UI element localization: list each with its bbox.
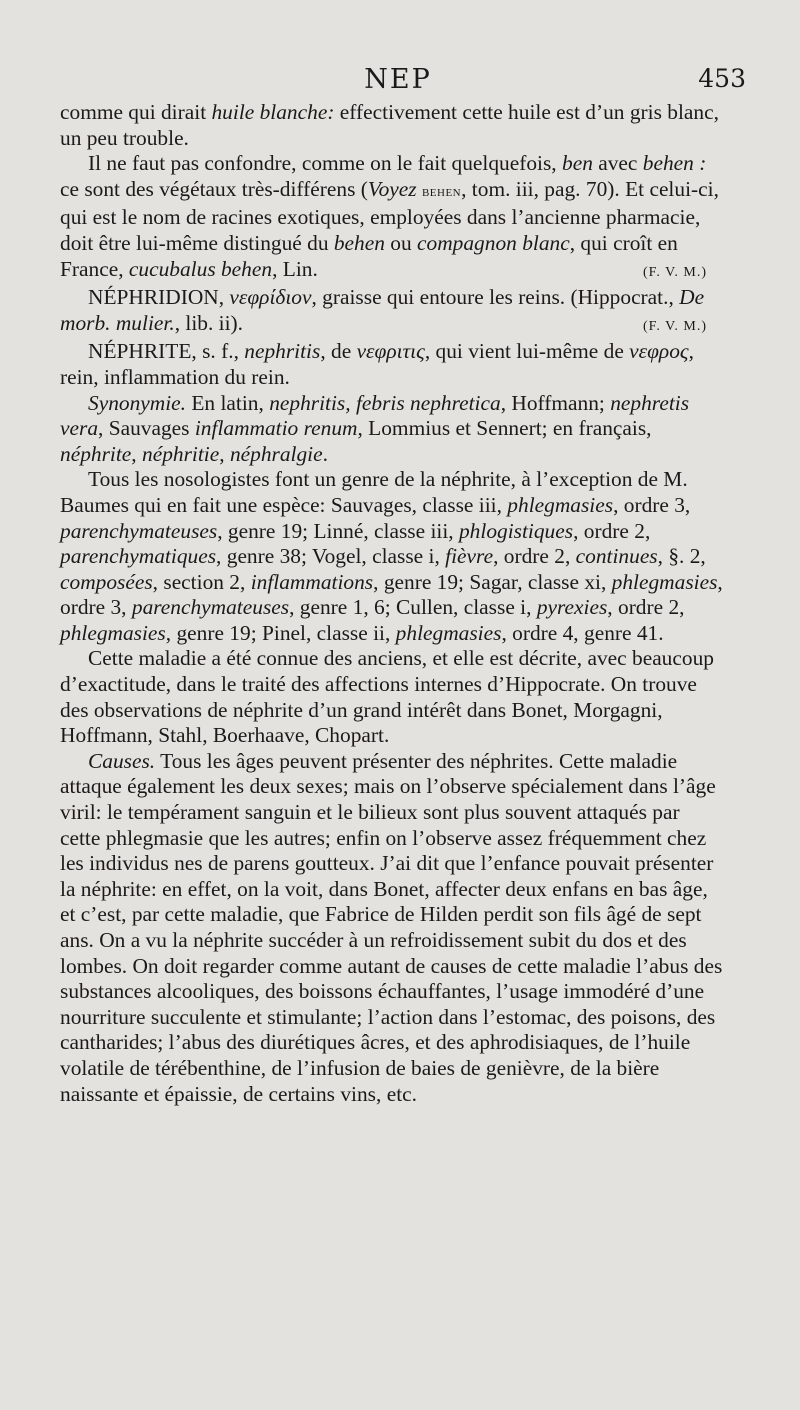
body-text bbox=[60, 100, 725, 1107]
italic-text: nephritis, febris nephretica bbox=[269, 390, 501, 415]
text-run: NÉPHRITE, s. f., bbox=[88, 339, 245, 364]
text-run: En latin, bbox=[186, 390, 270, 415]
italic-text: νεφρίδιον bbox=[229, 285, 312, 310]
text-run: effectivement cette huile est d’un gris blanc, un peu trouble. bbox=[60, 100, 719, 150]
italic-text: Causes. bbox=[88, 748, 156, 773]
text-run: Il ne faut pas confondre, comme on le fait quelquefois, bbox=[88, 151, 562, 176]
text-run: , ordre 3, bbox=[60, 569, 723, 620]
text-run: , genre 19; Pinel, classe ii, bbox=[165, 620, 396, 645]
text-run: Tous les âges peuvent présenter des néphrites. Cette maladie attaque également les deux sexes; mais on l’observe spécialement dans l’âge viril: le tempérament sanguin et le bilieux sont plus souvent attaqués par cette phlegmasie que les autres; enfin on l’observe assez fréquemment chez les individus nes de parens goutteux. J’ai dit que l’enfance pouvait présenter la néphrite: en effet, on la voit, dans Bonet, affecter deux enfans en bas âge, et c’est, par cette maladie, que Fabrice de Hilden perdit son fils âgé de sept ans. On a vu la néphrite succéder à un refroidissement subit du dos et des lombes. On doit regarder comme autant de causes de cette maladie l’abus des substances alcooliques, des boissons échauffantes, l’usage immodéré d’une nourriture succulente et stimulante; l’action dans l’estomac, des poisons, des cantharides; l’abus des diurétiques âcres, et des aphrodisiaques, de l’huile volatile de térébenthine, de l’infusion de baies de genièvre, de la bière naissante et épaissie, de certains vins, etc. bbox=[60, 748, 723, 1106]
text-run: , qui croît en France, bbox=[60, 230, 678, 281]
running-header bbox=[58, 62, 746, 100]
italic-text: De morb. mulier. bbox=[60, 285, 705, 335]
italic-text: Voyez bbox=[367, 176, 417, 201]
italic-text: inflammations bbox=[250, 569, 374, 594]
text-run: Tous les nosologistes font un genre de la néphrite, à l’exception de M. Baumes qui en fait une espèce: Sauvages, classe iii, bbox=[60, 467, 688, 517]
italic-text: huile blanche: bbox=[211, 100, 335, 124]
paragraph bbox=[60, 646, 725, 748]
text-run: , rein, inflammation du rein. bbox=[60, 339, 694, 389]
italic-text: cucubalus behen bbox=[128, 256, 273, 281]
text-run: , ordre 2, bbox=[607, 595, 685, 620]
italic-text: néphralgie bbox=[229, 441, 323, 466]
italic-text: νεφρος bbox=[629, 339, 689, 364]
italic-text: ben bbox=[562, 151, 593, 176]
text-run: , ordre 2, bbox=[573, 518, 651, 543]
paragraph bbox=[60, 749, 725, 1107]
text-run: , genre 19; Sagar, classe xi, bbox=[373, 569, 612, 594]
paragraph bbox=[60, 391, 725, 468]
text-run: , de bbox=[320, 339, 357, 364]
italic-text: nephritis bbox=[244, 339, 321, 364]
italic-text: parenchymatiques bbox=[60, 544, 217, 569]
author-signature: (F. V. M.) bbox=[643, 318, 707, 334]
italic-text: pyrexies bbox=[536, 595, 608, 620]
text-run: NÉPHRIDION, bbox=[88, 285, 230, 310]
page-number: 453 bbox=[698, 64, 746, 93]
text-run: , Lommius et Sennert; en français, bbox=[357, 416, 652, 441]
paragraph bbox=[60, 285, 725, 339]
italic-text: compagnon blanc bbox=[417, 230, 570, 255]
author-signature: (F. V. M.) bbox=[643, 264, 707, 280]
text-run: , section 2, bbox=[152, 569, 251, 594]
text-run: , genre 1, 6; Cullen, classe i, bbox=[289, 595, 537, 620]
text-run: , ordre 4, genre 41. bbox=[501, 620, 664, 645]
italic-text: parenchymateuses bbox=[60, 518, 218, 543]
text-run: , ordre 3, bbox=[613, 492, 691, 517]
italic-text: phlogistiques bbox=[458, 518, 574, 543]
text-run: , tom. iii, pag. 70). Et celui-ci, qui est le nom de racines exotiques, employées dans l’ancienne pharmacie, doit être lui-même distingué du bbox=[60, 176, 719, 255]
text-run: , genre 19; Linné, classe iii, bbox=[217, 518, 459, 543]
italic-text: inflammatio renum bbox=[194, 416, 358, 441]
text-run: comme qui dirait bbox=[60, 100, 212, 124]
italic-text: νεφριτις bbox=[356, 339, 425, 364]
italic-text: nephretis vera bbox=[60, 390, 690, 441]
text-run: , Hoffmann; bbox=[500, 390, 611, 415]
text-run: , bbox=[219, 441, 230, 466]
text-run: , qui vient lui-même de bbox=[424, 339, 630, 364]
italic-text: behen : bbox=[642, 151, 707, 176]
paragraph bbox=[60, 100, 725, 151]
text-run: , ordre 2, bbox=[493, 544, 576, 569]
italic-text: continues bbox=[575, 544, 658, 569]
text-run: , lib. ii). bbox=[174, 310, 244, 335]
small-caps-text: behen bbox=[421, 183, 462, 200]
italic-text: phlegmasies bbox=[611, 569, 718, 594]
text-run: . bbox=[322, 441, 328, 466]
italic-text: phlegmasies bbox=[60, 620, 166, 645]
text-run: ou bbox=[384, 230, 418, 255]
text-run: Cette maladie a été connue des anciens, et elle est décrite, avec beaucoup d’exactitude, dans le traité des affections internes d’Hippocrate. On trouve des observations de néphrite d’un grand intérêt dans Bonet, Morgagni, Hoffmann, Stahl, Boerhaave, Chopart. bbox=[60, 646, 714, 748]
italic-text: néphrite bbox=[60, 441, 132, 466]
italic-text: fièvre bbox=[445, 544, 494, 569]
italic-text: phlegmasies bbox=[507, 492, 614, 517]
italic-text: phlegmasies bbox=[395, 620, 502, 645]
text-run: , Sauvages bbox=[98, 416, 195, 441]
paragraph bbox=[60, 467, 725, 646]
italic-text: néphritie bbox=[142, 441, 220, 466]
italic-text: behen bbox=[333, 230, 385, 255]
italic-text: Synonymie. bbox=[88, 390, 187, 415]
text-run: ce sont des végétaux très-différens ( bbox=[60, 176, 368, 201]
text-run: , genre 38; Vogel, classe i, bbox=[216, 544, 446, 569]
header-word: NEP bbox=[364, 64, 432, 95]
text-run: , §. 2, bbox=[657, 544, 706, 569]
text-run: avec bbox=[592, 151, 643, 176]
text-run: , Lin. bbox=[272, 256, 318, 281]
italic-text: parenchymateuses bbox=[131, 595, 290, 620]
italic-text: composées bbox=[60, 569, 153, 594]
text-run: , graisse qui entoure les reins. (Hippocrat., bbox=[311, 285, 680, 310]
paragraph bbox=[60, 339, 725, 390]
paragraph bbox=[60, 151, 725, 285]
text-run: , bbox=[131, 441, 142, 466]
